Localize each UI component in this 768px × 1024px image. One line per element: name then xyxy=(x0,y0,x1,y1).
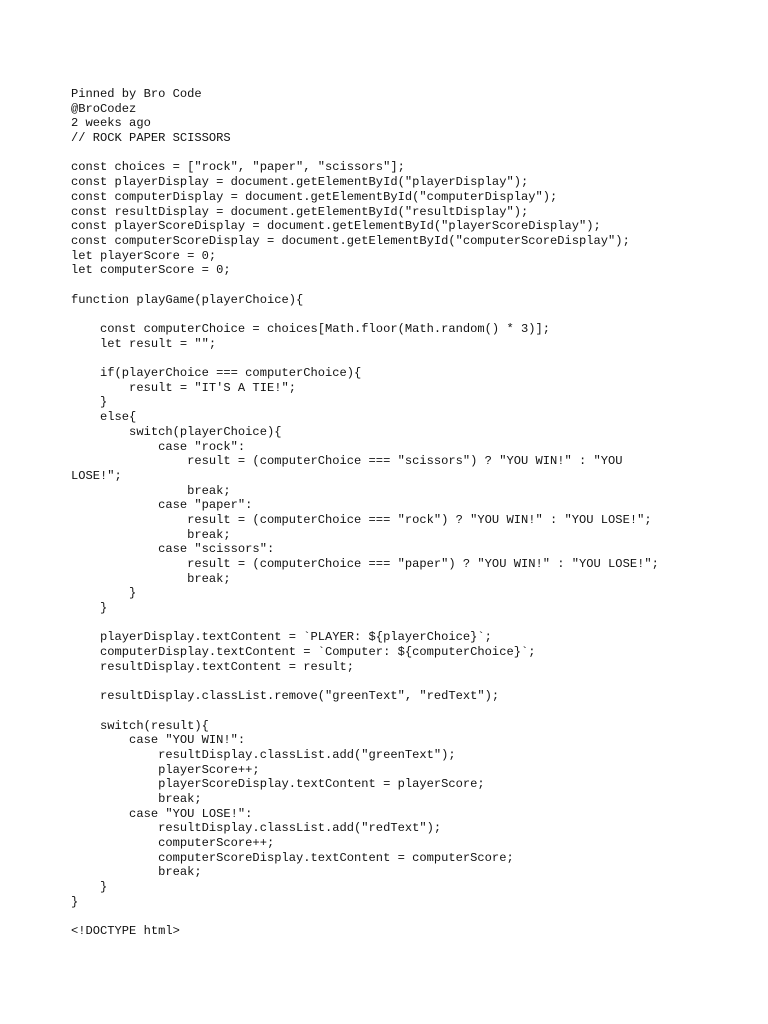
code-line xyxy=(71,351,751,366)
code-line: } xyxy=(71,395,108,410)
code-line: const computerDisplay = document.getElementById("computerDisplay"); xyxy=(71,189,558,204)
code-line: resultDisplay.classList.add("redText"); xyxy=(71,821,442,836)
code-line: } xyxy=(71,601,108,616)
code-line: let computerScore = 0; xyxy=(71,263,231,278)
code-line: const playerScoreDisplay = document.getElementById("playerScoreDisplay"); xyxy=(71,219,601,234)
code-line: const computerScoreDisplay = document.getElementById("computerScoreDisplay"); xyxy=(71,233,630,248)
code-line: const choices = ["rock", "paper", "scissors"]; xyxy=(71,160,405,175)
code-line: const computerChoice = choices[Math.floor(Math.random() * 3)]; xyxy=(71,322,550,336)
code-line: break; xyxy=(71,571,231,586)
code-line: result = (computerChoice === "paper") ? "YOU WIN!" : "YOU LOSE!"; xyxy=(71,557,659,571)
code-line: let playerScore = 0; xyxy=(71,248,217,263)
code-line: result = "IT'S A TIE!"; xyxy=(71,380,296,395)
code-line: result = (computerChoice === "rock") ? "YOU WIN!" : "YOU LOSE!"; xyxy=(71,512,652,527)
code-line: computerScore++; xyxy=(71,836,275,851)
code-line: resultDisplay.classList.remove("greenText", "redText"); xyxy=(71,689,500,704)
code-line xyxy=(71,675,751,690)
code-line: switch(playerChoice){ xyxy=(71,424,282,439)
code-line xyxy=(71,616,751,631)
code-block xyxy=(71,160,751,938)
code-line: break; xyxy=(71,527,231,542)
code-line: case "YOU WIN!": xyxy=(71,733,246,748)
code-line: } xyxy=(71,880,108,895)
code-line: const playerDisplay = document.getElementById("playerDisplay"); xyxy=(71,175,529,190)
code-line: let result = ""; xyxy=(71,336,217,351)
code-line: computerScoreDisplay.textContent = computerScore; xyxy=(71,850,514,865)
code-line: resultDisplay.textContent = result; xyxy=(71,659,355,674)
code-line: playerScore++; xyxy=(71,762,260,777)
code-line: result = (computerChoice === "scissors") ? "YOU WIN!" : "YOU xyxy=(71,454,623,469)
author-handle: @BroCodez xyxy=(71,101,137,116)
code-line: case "YOU LOSE!": xyxy=(71,806,253,821)
code-line: break; xyxy=(71,792,202,806)
code-line: const resultDisplay = document.getElementById("resultDisplay"); xyxy=(71,204,529,219)
code-line: if(playerChoice === computerChoice){ xyxy=(71,366,362,381)
code-line: playerDisplay.textContent = `PLAYER: ${playerChoice}`; xyxy=(71,630,492,645)
code-line: case "paper": xyxy=(71,498,253,513)
code-line xyxy=(71,278,751,293)
blank-line xyxy=(71,146,751,161)
code-line: function playGame(playerChoice){ xyxy=(71,292,304,307)
code-line: break; xyxy=(71,483,231,498)
code-line: case "rock": xyxy=(71,439,246,454)
code-line xyxy=(71,910,751,925)
code-line: LOSE!"; xyxy=(71,468,122,483)
code-line: computerDisplay.textContent = `Computer: ${computerChoice}`; xyxy=(71,645,536,660)
code-line: else{ xyxy=(71,410,137,425)
pinned-by-text: Pinned by Bro Code xyxy=(71,87,202,101)
post-timestamp: 2 weeks ago xyxy=(71,116,151,131)
code-line: } xyxy=(71,586,137,601)
code-line: <!DOCTYPE html> xyxy=(71,924,180,939)
code-line: playerScoreDisplay.textContent = playerScore; xyxy=(71,777,485,792)
code-line xyxy=(71,704,751,719)
code-line: } xyxy=(71,894,79,909)
code-line: switch(result){ xyxy=(71,718,209,733)
code-line: case "scissors": xyxy=(71,542,275,557)
code-line xyxy=(71,307,751,322)
document-page xyxy=(71,87,751,939)
code-line: resultDisplay.classList.add("greenText"); xyxy=(71,747,456,762)
code-line: break; xyxy=(71,865,202,880)
title-comment: // ROCK PAPER SCISSORS xyxy=(71,131,231,146)
